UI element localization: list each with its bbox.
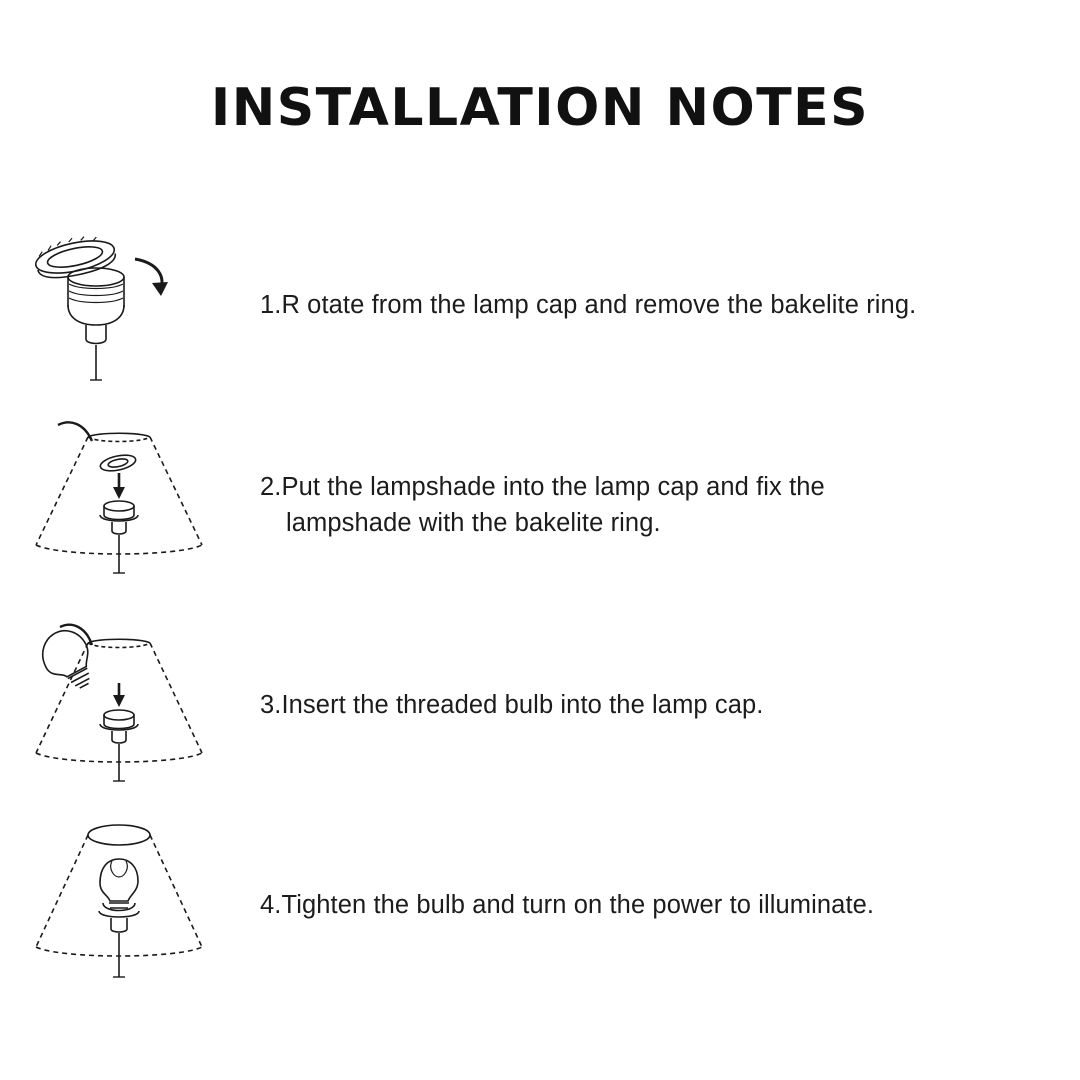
step-2-text [260,469,865,541]
step-1-figure [0,205,260,405]
list-item [0,205,1080,405]
step-1-number: 1. [260,290,282,319]
list-item [0,405,1080,605]
down-arrow-icon [113,473,125,499]
step-3-label: Insert the threaded bulb into the lamp cap. [281,690,764,719]
rotate-arrow-icon [135,259,168,296]
step-1-text [260,287,956,323]
step-1-label: R otate from the lamp cap and remove the bakelite ring. [281,290,917,319]
step-3-text [260,687,804,723]
step-2-label-line2: lampshade with the bakelite ring. [286,509,661,537]
lamp-cap-icon [100,501,138,573]
step-4-label: Tighten the bulb and turn on the power to illuminate. [281,890,875,919]
step-4-figure [0,805,260,1005]
step-2-figure [0,405,260,605]
list-item [0,605,1080,805]
step-2-number: 2. [260,472,282,501]
lamp-cap-icon [99,903,139,977]
steps-list [0,205,1080,1005]
down-arrow-icon [113,683,125,707]
step-4-text [260,887,914,923]
bakelite-ring-icon [33,233,118,282]
bakelite-ring-icon [99,452,137,473]
page-title: INSTALLATION NOTES [210,78,870,138]
step-4-number: 4. [260,890,282,919]
lamp-cap-icon [68,268,124,380]
step-3-number: 3. [260,690,282,719]
step-2-label: Put the lampshade into the lamp cap and fix the [281,472,825,501]
power-cord-icon [60,625,92,645]
step-3-figure [0,605,260,805]
lamp-cap-icon [100,710,138,781]
light-bulb-icon [100,859,138,908]
list-item [0,805,1080,1005]
